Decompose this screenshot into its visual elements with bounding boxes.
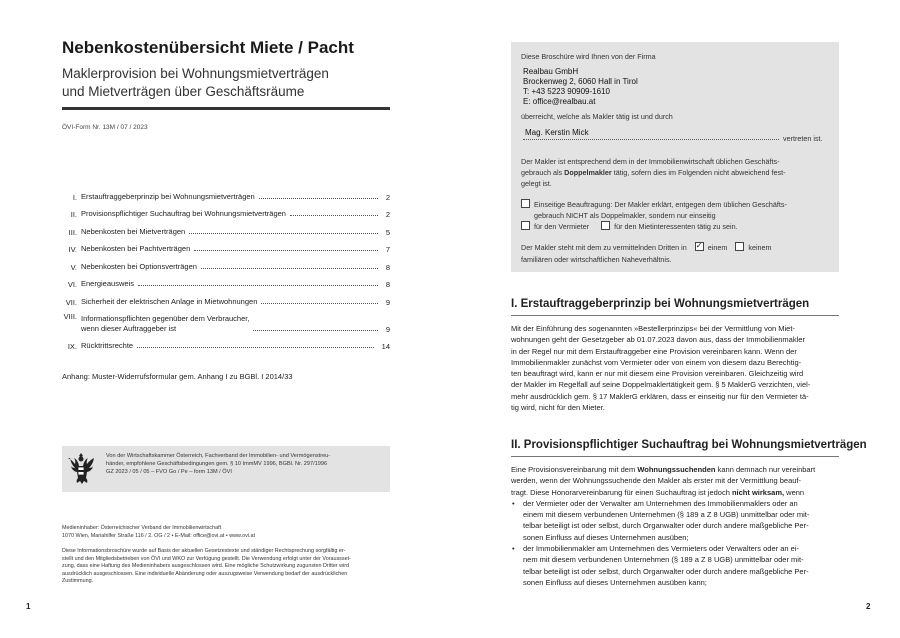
double-agent-line: gelegt ist. xyxy=(521,179,552,188)
toc-page: 5 xyxy=(385,227,390,237)
one-sided-checkbox[interactable] xyxy=(521,199,530,208)
handed-over-text: überreicht, welche als Makler tätig ist und durch xyxy=(521,112,673,121)
toc-title-line: wenn dieser Auftraggeber ist xyxy=(81,323,177,333)
one-sided-option xyxy=(521,199,787,232)
double-agent-pre: gebrauch als xyxy=(521,168,565,177)
toc-page: 9 xyxy=(385,324,390,334)
toc-title: Nebenkosten bei Optionsverträgen xyxy=(81,261,197,271)
double-agent-line: Der Makler ist entsprechend dem in der Immobilienwirtschaft üblichen Geschäfts- xyxy=(521,157,780,166)
toc-title xyxy=(81,314,249,334)
section-paragraph xyxy=(511,464,839,588)
bullet-line: sonen Einfluss auf dieses Unternehmen ausüben kann; xyxy=(523,577,707,587)
bullet-line: sonen Einfluss auf dieses Unternehmen ausüben; xyxy=(523,532,689,542)
toc-item[interactable] xyxy=(62,237,390,255)
bullet-item xyxy=(511,498,839,543)
tenant-checkbox[interactable] xyxy=(601,221,610,230)
toc-number: IV. xyxy=(68,245,77,254)
subtitle-line: und Mietverträgen über Geschäftsräume xyxy=(62,84,305,99)
toc-leader xyxy=(189,233,378,234)
text-run: wenn xyxy=(784,487,805,497)
paragraph-line: ten beauftragt wird, kann er nur mit diesem eine Provision vereinbaren. Gleichzeitig wird xyxy=(511,369,804,379)
bullet-line: • der Vermieter oder der Verwalter am Unternehmen des Immobilienmaklers oder an xyxy=(523,498,798,508)
toc-page: 8 xyxy=(385,262,390,272)
landlord-checkbox[interactable] xyxy=(521,221,530,230)
paragraph-line: in der Regel nur mit dem Erstauftraggeber eine Provision vereinbaren kann. Wenn der xyxy=(511,346,797,356)
page-number-left: 1 xyxy=(26,602,31,611)
toc-title: Nebenkosten bei Pachtverträgen xyxy=(81,244,191,253)
text-bold: nicht wirksam, xyxy=(731,487,785,497)
disclaimer-line: Zustimmung. xyxy=(62,578,94,585)
disclaimer xyxy=(62,548,392,586)
form-number: ÖVI-Form Nr. 13M / 07 / 2023 xyxy=(62,124,148,131)
toc-page: 7 xyxy=(385,245,390,254)
toc-title-line: Informationspflichten gegenüber dem Verbraucher, xyxy=(81,313,250,323)
one-sided-line: gebrauch NICHT als Doppelmakler, sondern nur einseitig xyxy=(534,211,716,220)
relation-text xyxy=(521,242,772,266)
relation-one-checkbox[interactable] xyxy=(695,242,704,251)
bullet-line: • der Immobilienmakler am Unternehmen des Vermieters oder Verwalters oder an ei- xyxy=(523,544,799,554)
toc-leader xyxy=(290,215,378,216)
one-sided-line xyxy=(521,221,787,232)
toc-item[interactable] xyxy=(62,307,390,334)
toc-item[interactable] xyxy=(62,272,390,290)
one-sided-line xyxy=(521,199,787,210)
toc-leader xyxy=(253,330,378,331)
relation-none-checkbox[interactable] xyxy=(735,242,744,251)
relation-line: familiären oder wirtschaftlichen Naheverhältnis. xyxy=(521,255,672,264)
one-sided-label: Einseitige Beauftragung: Der Makler erklärt, entgegen dem üblichen Geschäfts- xyxy=(534,200,787,209)
page-subtitle xyxy=(62,65,392,101)
paragraph-line: Mit der Einführung des sogenannten »Bestellerprinzips« bei der Vermittlung von Miet- xyxy=(511,324,795,333)
firm-email[interactable]: E: office@realbau.at xyxy=(523,97,596,106)
imprint xyxy=(62,525,392,540)
agent-name-line xyxy=(523,139,779,140)
paragraph-line: werden, wenn der Wohnungssuchende den Makler als erster mit der Vermittlung beauf- xyxy=(511,476,802,486)
text-run: tragt. Diese Honorarvereinbarung für einen Suchauftrag ist jedoch xyxy=(511,487,732,497)
annex-note: Anhang: Muster-Widerrufsformular gem. Anhang I zu BGBl. I 2014/33 xyxy=(62,372,293,381)
text-bold: Wohnungssuchenden xyxy=(637,465,716,474)
page-number-right: 2 xyxy=(866,602,871,611)
toc-item[interactable] xyxy=(62,184,390,202)
tenant-label: für den Mietinteressenten tätig zu sein. xyxy=(614,222,738,231)
toc-leader xyxy=(138,285,378,286)
firm-intro: Diese Broschüre wird Ihnen von der Firma xyxy=(521,52,656,61)
section-heading: I. Erstauftraggeberprinzip bei Wohnungsmietverträgen xyxy=(511,298,810,310)
toc-item[interactable] xyxy=(62,254,390,272)
toc-number: VII. xyxy=(65,297,77,307)
relation-none-label: keinem xyxy=(748,243,772,252)
toc-leader xyxy=(259,198,378,199)
section-rule xyxy=(511,456,839,457)
info-line: GZ 2023 / 05 / 05 – FVO Go / Pe – form 13M / ÖVI xyxy=(106,469,232,476)
toc-number: IX. xyxy=(67,342,77,351)
toc-number: V. xyxy=(70,262,77,272)
toc-page: 2 xyxy=(385,192,390,202)
section-paragraph xyxy=(511,323,839,413)
toc-item[interactable] xyxy=(62,289,390,307)
toc-title: Rücktrittsrechte xyxy=(81,341,134,350)
toc-leader xyxy=(261,303,378,304)
relation-line xyxy=(521,242,772,254)
imprint-line: 1070 Wien, Mariahilfer Straße 116 / 2. OG / 2 • E-Mail: office@ovi.at • www.ovi.at xyxy=(62,532,256,539)
imprint-line: Medieninhaber: Österreichischer Verband der Immobilienwirtschaft xyxy=(62,525,222,531)
paragraph-line xyxy=(511,464,839,475)
toc-number: II. xyxy=(70,210,77,219)
firm-address[interactable]: Brockenweg 2, 6060 Hall in Tirol xyxy=(523,77,638,86)
toc-title: Sicherheit der elektrischen Anlage in Mietwohnungen xyxy=(81,296,258,306)
section-heading: II. Provisionspflichtiger Suchauftrag bei Wohnungsmietverträgen xyxy=(511,439,867,451)
firm-name[interactable]: Realbau GmbH xyxy=(523,67,579,76)
agent-name[interactable]: Mag. Kerstin Mick xyxy=(525,128,589,137)
bullet-line: nem mit diesem verbundenen Unternehmen (§ 189 a Z 8 UGB) unmittelbar oder mit- xyxy=(523,555,804,565)
title-rule xyxy=(62,107,390,110)
toc-item[interactable] xyxy=(62,202,390,220)
info-line: händer, empfohlene Geschäftsbedingungen gem. § 10 ImmMV 1996, BGBl. Nr. 297/1996 xyxy=(106,461,328,468)
toc-page: 9 xyxy=(385,297,390,307)
paragraph-line: tig wird, nicht für den Mieter. xyxy=(511,403,605,413)
firm-info-box xyxy=(511,42,839,272)
disclaimer-line: stellt und den Mitgliedsbetrieben von ÖVI und WKO zur Verfügung gestellt. Die Verwendung erfolgt unter der Voraussset- xyxy=(62,555,351,562)
toc-title: Erstauftraggeberprinzip bei Wohnungsmietverträgen xyxy=(81,191,255,201)
page-title: Nebenkostenübersicht Miete / Pacht xyxy=(62,38,354,57)
paragraph-line: wohnungen geht der Gesetzgeber ab 01.07.2023 davon aus, dass der Immobilienmakler xyxy=(511,335,805,345)
double-agent-bold: Doppelmakler xyxy=(564,168,612,177)
bullet-line: telbar beteiligt ist oder selbst, durch Organwalter oder durch andere maßgebliche Per- xyxy=(523,521,809,531)
toc-page: 8 xyxy=(385,280,390,289)
toc-number: I. xyxy=(72,192,77,202)
toc-leader xyxy=(201,268,378,269)
landlord-label: für den Vermieter xyxy=(534,222,590,231)
toc-title: Energieausweis xyxy=(81,279,134,288)
toc-leader xyxy=(137,347,374,348)
paragraph-line: Immobilienmakler zunächst vom Vermieter oder von einem von diesem dazu Berechtig- xyxy=(511,357,802,367)
text-run: kann demnach nur vereinbart xyxy=(715,465,816,474)
relation-one-label: einem xyxy=(707,243,728,252)
paragraph-line: der Makler im Regelfall auf seine Doppelmaklertätigkeit gem. § 5 MaklerG verzichten, viel- xyxy=(511,380,811,390)
disclaimer-line: ausdrücklich ausgeschlossen. Eine individuelle Abänderung oder auszugsweise Verwendung bedarf der ausdrücklichen xyxy=(62,570,348,577)
text-run: Eine Provisionsvereinbarung mit dem xyxy=(511,465,638,474)
bullet-line: einem mit diesem verbundenen Unternehmen (§ 189 a Z 8 UGB) unmittelbar oder mit- xyxy=(523,510,810,520)
bullet-item xyxy=(511,543,839,588)
subtitle-line: Maklerprovision bei Wohnungsmietverträgen xyxy=(62,66,329,81)
info-line: Von der Wirtschaftskammer Österreich, Fachverband der Immobilien- und Vermögenstreu- xyxy=(106,453,331,459)
disclaimer-line: Diese Informationsbroschüre wurde auf Basis der aktuellen Gesetzestexte und ständiger Rechtsprechung sorgfältig er- xyxy=(62,548,346,554)
bullet-line: telbar beteiligt ist oder selbst, durch Organwalter oder durch andere maßgebliche Per- xyxy=(523,566,809,576)
toc-title: Nebenkosten bei Mietverträgen xyxy=(81,226,186,236)
double-agent-post: tätig, sofern dies im Folgenden nicht abweichend fest- xyxy=(611,168,786,177)
paragraph-line: mehr ausdrücklich gem. § 17 MaklerG erklären, dass er einseitig nur für den Vermieter tä- xyxy=(511,391,809,401)
toc-item[interactable] xyxy=(62,219,390,237)
firm-phone[interactable]: T: +43 5223 90909-1610 xyxy=(523,87,610,96)
toc-page: 14 xyxy=(381,342,390,351)
section-rule xyxy=(511,315,839,316)
chamber-info-text xyxy=(106,452,386,477)
relation-pre: Der Makler steht mit dem zu vermittelnden Dritten in xyxy=(521,243,687,252)
double-agent-text xyxy=(521,156,786,189)
paragraph-line xyxy=(511,487,839,498)
toc-number: VIII. xyxy=(63,311,77,321)
represented-text: vertreten ist. xyxy=(783,134,823,143)
toc-item[interactable] xyxy=(62,334,390,352)
toc-number: VI. xyxy=(67,280,77,289)
toc-number: III. xyxy=(68,227,77,237)
disclaimer-line: zung, dass eine Haftung des Medieninhabers ausgeschlossen wird. Eine mögliche Schutzwirkung zugunsten Dritter wird xyxy=(62,563,350,570)
table-of-contents xyxy=(62,184,390,351)
double-agent-line xyxy=(521,167,786,178)
toc-page: 2 xyxy=(385,210,390,219)
toc-title: Provisionspflichtiger Suchauftrag bei Wohnungsmietverträgen xyxy=(81,209,286,218)
toc-leader xyxy=(194,250,378,251)
austrian-eagle-icon xyxy=(66,450,96,488)
